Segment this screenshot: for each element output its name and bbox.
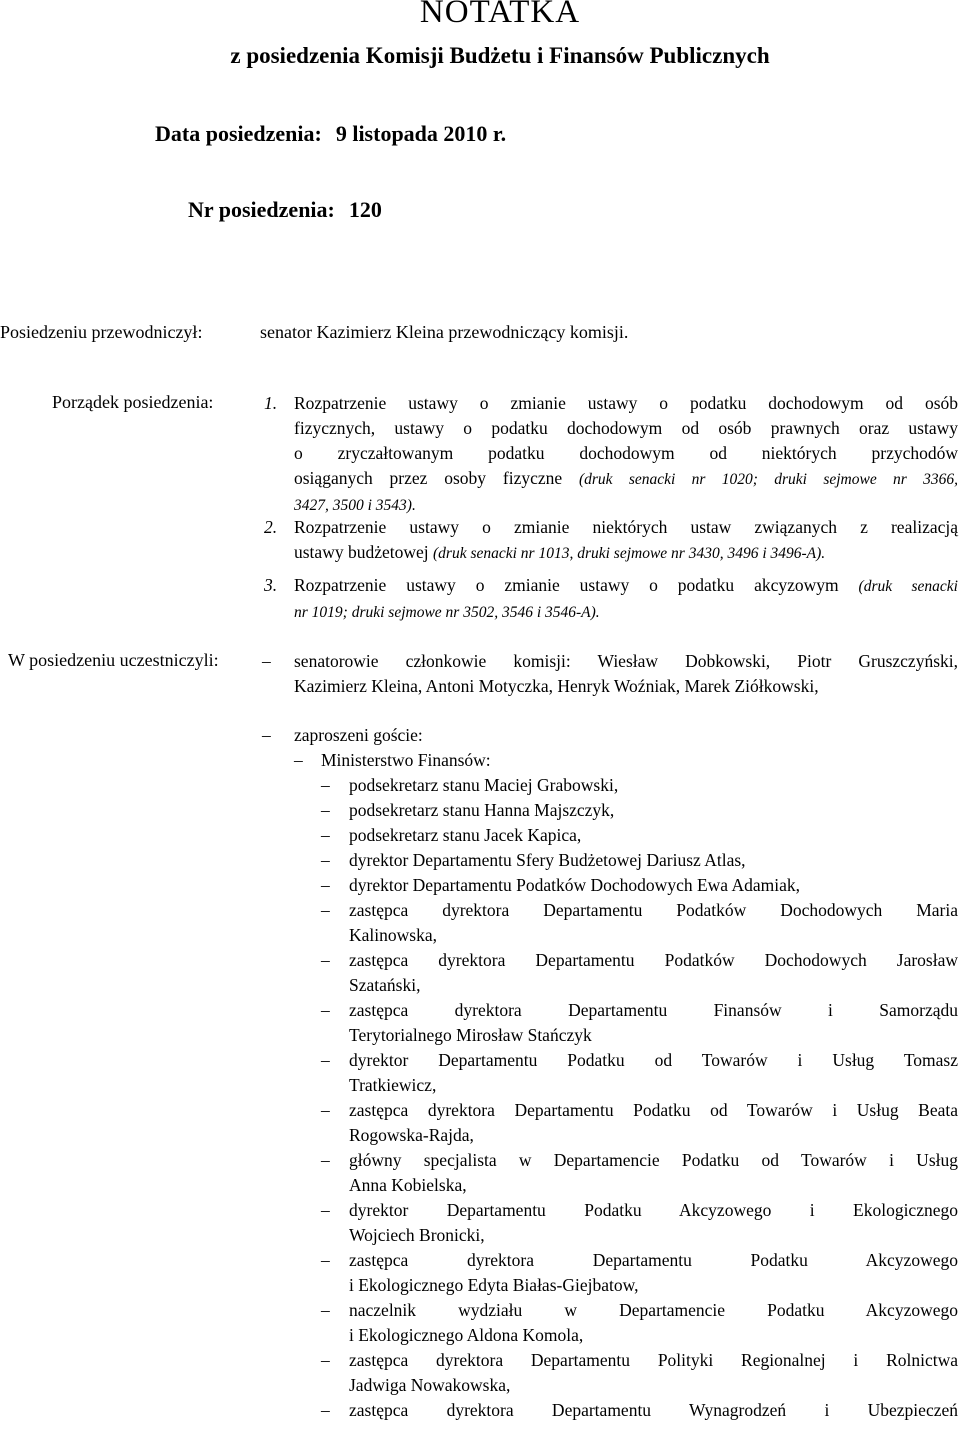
guest-person-line: Kalinowska, — [349, 925, 437, 945]
dash-marker: – — [321, 1400, 330, 1420]
guest-person-item — [321, 823, 958, 848]
agenda-item-number: 2. — [264, 517, 278, 537]
guest-people-list — [321, 773, 958, 1423]
guest-person-line: Wojciech Bronicki, — [349, 1225, 485, 1245]
agenda-item-print-ref: (druk senacki — [858, 578, 958, 595]
guest-person-line: podsekretarz stanu Jacek Kapica, — [349, 825, 582, 845]
dash-marker: – — [321, 900, 330, 920]
agenda-item-print-ref: nr 1019; druki sejmowe nr 3502, 3546 i 3546-A). — [294, 604, 600, 621]
guest-person-line: zastępca dyrektora Departamentu Podatku Akcyzowego — [349, 1250, 958, 1270]
agenda-item-2 — [264, 515, 958, 566]
guest-person-item — [321, 998, 958, 1048]
guest-person-item — [321, 873, 958, 898]
guest-person-line: zastępca dyrektora Departamentu Polityki Regionalnej i Rolnictwa — [349, 1350, 958, 1370]
participants-label: W posiedzeniu uczestniczyli: — [8, 650, 219, 670]
guest-person-line: Jadwiga Nowakowska, — [349, 1375, 511, 1395]
guest-person-item — [321, 848, 958, 873]
document-subtitle: z posiedzenia Komisji Budżetu i Finansów Publicznych — [230, 43, 770, 68]
guest-person-line: podsekretarz stanu Maciej Grabowski, — [349, 775, 619, 795]
guest-person-line: zastępca dyrektora Departamentu Podatku od Towarów i Usług Beata — [349, 1100, 958, 1120]
dash-marker: – — [321, 1200, 330, 1220]
agenda-item-print-ref: 3427, 3500 i 3543). — [294, 497, 416, 514]
agenda-item-print-ref: (druk senacki nr 1013, druki sejmowe nr 3430, 3496 i 3496-A). — [433, 545, 826, 562]
guest-person-line: dyrektor Departamentu Podatków Dochodowych Ewa Adamiak, — [349, 875, 800, 895]
guest-person-item — [321, 1098, 958, 1148]
guest-person-line: zastępca dyrektora Departamentu Finansów i Samorządu — [349, 1000, 958, 1020]
agenda-item-text: Rozpatrzenie ustawy o zmianie ustawy o podatku dochodowym od osób — [294, 393, 958, 413]
dash-marker: – — [321, 850, 330, 870]
guest-person-line: główny specjalista w Departamencie Podatku od Towarów i Usług — [349, 1150, 958, 1170]
dash-marker: – — [294, 750, 303, 770]
chair-value: senator Kazimierz Kleina przewodniczący komisji. — [260, 322, 629, 342]
agenda-item-print-ref: (druk senacki nr 1020; druki sejmowe nr 3366, — [578, 471, 959, 488]
dash-marker: – — [321, 1350, 330, 1370]
guest-person-item — [321, 1398, 958, 1423]
dash-marker: – — [321, 1000, 330, 1020]
guest-person-item — [321, 898, 958, 948]
dash-marker: – — [262, 651, 271, 671]
guest-person-line: i Ekologicznego Edyta Białas-Giejbatow, — [349, 1275, 639, 1295]
chair-label: Posiedzeniu przewodniczył: — [0, 322, 203, 342]
guest-person-line: Rogowska-Rajda, — [349, 1125, 474, 1145]
guest-person-item — [321, 1348, 958, 1398]
guest-person-item — [321, 1198, 958, 1248]
guests-label: zaproszeni goście: — [294, 725, 423, 745]
agenda-label: Porządek posiedzenia: — [52, 392, 214, 412]
dash-marker: – — [321, 1300, 330, 1320]
guest-person-line: dyrektor Departamentu Sfery Budżetowej Dariusz Atlas, — [349, 850, 746, 870]
dash-marker: – — [321, 1250, 330, 1270]
agenda-item-text: Rozpatrzenie ustawy o zmianie ustawy o podatku akcyzowym — [294, 575, 839, 595]
meeting-date — [155, 121, 506, 147]
agenda-item-number: 1. — [264, 393, 278, 413]
guest-person-line: i Ekologicznego Aldona Komola, — [349, 1325, 584, 1345]
guest-person-line: Szatański, — [349, 975, 421, 995]
agenda-item-text: o zryczałtowanym podatku dochodowym od niektórych przychodów — [294, 443, 958, 463]
meeting-date-label: Data posiedzenia: — [155, 121, 322, 146]
agenda-item-number: 3. — [264, 575, 278, 595]
meeting-number-label: Nr posiedzenia: — [188, 197, 335, 222]
guest-person-line: dyrektor Departamentu Podatku Akcyzowego i Ekologicznego — [349, 1200, 958, 1220]
agenda-item-1 — [264, 391, 958, 518]
senators-line: Kazimierz Kleina, Antoni Motyczka, Henryk Woźniak, Marek Ziółkowski, — [294, 676, 819, 696]
ministry-name: Ministerstwo Finansów: — [321, 750, 491, 770]
dash-marker: – — [321, 1050, 330, 1070]
meeting-number-value: 120 — [348, 197, 382, 222]
guest-person-item — [321, 1298, 958, 1348]
dash-marker: – — [321, 875, 330, 895]
guest-person-item — [321, 1148, 958, 1198]
guest-person-line: zastępca dyrektora Departamentu Podatków Dochodowych Jarosław — [349, 950, 958, 970]
guest-person-line: Anna Kobielska, — [349, 1175, 467, 1195]
guest-person-item — [321, 948, 958, 998]
dash-marker: – — [321, 1100, 330, 1120]
guest-person-line: dyrektor Departamentu Podatku od Towarów i Usług Tomasz — [349, 1050, 958, 1070]
meeting-number — [188, 197, 382, 223]
agenda-item-text: Rozpatrzenie ustawy o zmianie niektórych ustaw związanych z realizacją — [294, 517, 958, 537]
dash-marker: – — [321, 825, 330, 845]
guest-person-item — [321, 1248, 958, 1298]
guest-person-line: Terytorialnego Mirosław Stańczyk — [349, 1025, 592, 1045]
senators-line: senatorowie członkowie komisji: Wiesław Dobkowski, Piotr Gruszczyński, — [294, 651, 958, 671]
guest-person-line: naczelnik wydziału w Departamencie Podatku Akcyzowego — [349, 1300, 958, 1320]
dash-marker: – — [321, 775, 330, 795]
agenda-item-text: fizycznych, ustawy o podatku dochodowym od osób prawnych oraz ustawy — [294, 418, 958, 438]
dash-marker: – — [262, 725, 271, 745]
guest-person-line: zastępca dyrektora Departamentu Wynagrodzeń i Ubezpieczeń — [349, 1400, 958, 1420]
dash-marker: – — [321, 950, 330, 970]
guest-person-item — [321, 798, 958, 823]
senators-list — [294, 649, 958, 699]
agenda-item-text: ustawy budżetowej — [294, 542, 429, 562]
guest-person-line: zastępca dyrektora Departamentu Podatków Dochodowych Maria — [349, 900, 958, 920]
document-title: NOTATKA — [419, 0, 581, 30]
guest-person-line: podsekretarz stanu Hanna Majszczyk, — [349, 800, 615, 820]
agenda-item-text: osiąganych przez osoby fizyczne — [294, 468, 563, 488]
guest-person-item — [321, 773, 958, 798]
agenda-item-3 — [264, 573, 958, 625]
dash-marker: – — [321, 1150, 330, 1170]
meeting-date-value: 9 listopada 2010 r. — [335, 121, 507, 146]
dash-marker: – — [321, 800, 330, 820]
guest-person-line: Tratkiewicz, — [349, 1075, 437, 1095]
guest-person-item — [321, 1048, 958, 1098]
